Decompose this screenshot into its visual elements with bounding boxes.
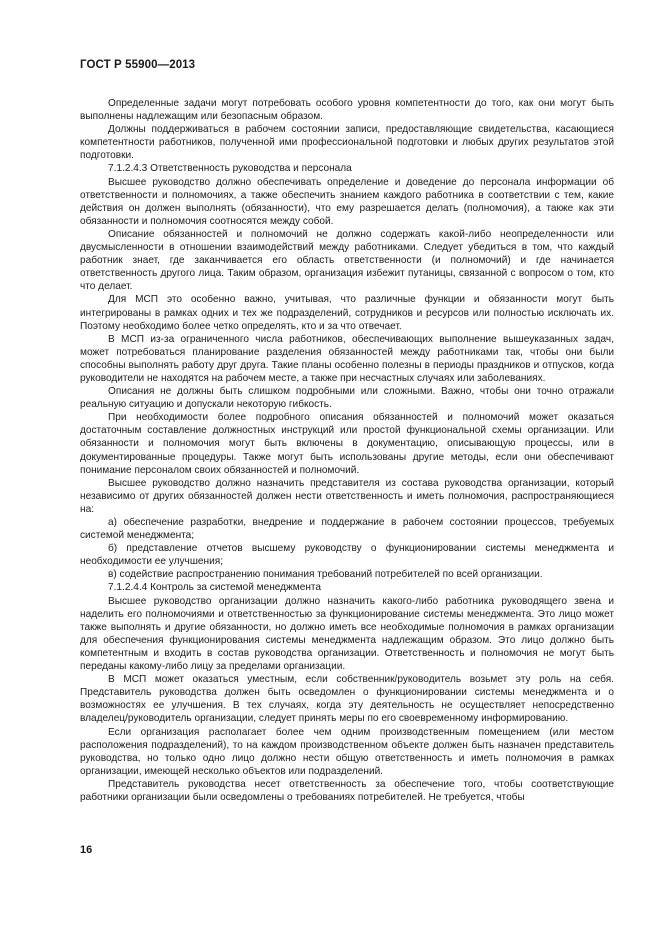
paragraph: Должны поддерживаться в рабочем состоянии записи, предоставляющие свидетельства, касающиеся компетентности работников, полученной ими профессиональной подготовки и любых других результатов этой подготовки.: [80, 124, 614, 162]
standard-header: ГОСТ Р 55900—2013: [80, 59, 196, 71]
list-item: в) содействие распространению понимания требований потребителей по всей организации.: [108, 569, 543, 581]
paragraph: Если организация располагает более чем одним производственным помещением (или местом расположения подразделений), то на каждом производственном объекте должен быть назначен представитель руководства, но только одно лицо должно нести общую ответственность и иметь полномочия в рамках организации, имеющей несколько объектов или подразделений.: [80, 726, 614, 777]
paragraph: Для МСП это особенно важно, учитывая, что различные функции и обязанности могут быть интегрированы в рамках одних и тех же подразделений, сотрудников и ресурсов или полностью исключать их. Поэтому необходимо более четко определять, кто и за что отвечает.: [80, 294, 614, 332]
list-item: б) представление отчетов высшему руководству о функционировании системы менеджмента и необходимости ее улучшения;: [80, 543, 614, 568]
page-number: 16: [80, 844, 93, 856]
paragraph: Высшее руководство должно обеспечивать определение и доведение до персонала информации об ответственности и полномочиях, а также обеспечить знанием каждого работника в соответствии с тем, какие действия он должен выполнять (обязанности), что ему разрешается делать (полномочия), а также как эти обязанности и полномочия соотносятся между собой.: [80, 176, 614, 227]
paragraph: Описания не должны быть слишком подробными или сложными. Важно, чтобы они точно отражали реальную ситуацию и допускали некоторую гибкость.: [80, 386, 614, 411]
paragraph: Определенные задачи могут потребовать особого уровня компетентности до того, как они могут быть выполнены надлежащим или безопасным образом.: [80, 98, 614, 123]
body-text: [80, 97, 614, 804]
paragraph: При необходимости более подробного описания обязанностей и полномочий может оказаться достаточным составление должностных инструкций или простой функциональной схемы организации. Или обязанности и полномочия могут быть включены в документацию, описывающую процессы, или в документированные процедуры. Также могут быть использованы другие методы, если они обеспечивают понимание персоналом своих обязанностей и полномочий.: [80, 412, 614, 476]
section-heading: 7.1.2.4.3 Ответственность руководства и персонала: [108, 163, 352, 175]
paragraph: В МСП может оказаться уместным, если собственник/руководитель возьмет эту роль на себя. Представитель руководства должен быть осведомлен о функционировании системы менеджмента и о возможностях ее улучшения. В тех случаях, когда эту деятельность не осуществляет непосредственно владелец/руководитель организации, следует принять меры по его своевременному информированию.: [80, 674, 614, 725]
list-item: а) обеспечение разработки, внедрение и поддержание в рабочем состоянии процессов, требуемых системой менеджмента;: [80, 517, 614, 542]
section-heading: 7.1.2.4.4 Контроль за системой менеджмента: [108, 582, 322, 594]
paragraph: Высшее руководство должно назначить представителя из состава руководства организации, который независимо от других обязанностей должен нести ответственность и иметь полномочия, распространяющиеся на:: [80, 477, 614, 515]
paragraph: В МСП из-за ограниченного числа работников, обеспечивающих выполнение вышеуказанных задач, может потребоваться планирование разделения обязанностей между работниками так, чтобы они были способны выполнять работу друг друга. Такие планы особенно полезны в периоды праздников и отпусков, когда руководители не находятся на рабочем месте, а также при несчастных случаях или заболеваниях.: [80, 333, 614, 384]
paragraph: Описание обязанностей и полномочий не должно содержать какой-либо неопределенности или двусмысленности в отношении взаимодействий между работниками. Следует убедиться в том, что каждый работник знает, где заканчивается его область ответственности (и полномочий) и где начинается ответственность другого лица. Таким образом, организация избежит путаницы, связанной с вопросом о том, кто что делает.: [80, 228, 614, 293]
paragraph: Высшее руководство организации должно назначить какого-либо работника руководящего звена и наделить его полномочиями и ответственностью за функционирование системы менеджмента. Это лицо может также выполнять и другие обязанности, но должно иметь все необходимые полномочия в рамках организации для обеспечения функционирования системы менеджмента надлежащим образом. Это лицо должно быть компетентным и входить в состав руководства организации. Ответственность и полномочия не могут быть переданы какому-либо лицу за пределами организации.: [80, 595, 614, 673]
paragraph: Представитель руководства несет ответственность за обеспечение того, чтобы соответствующие работники организации были осведомлены о требованиях потребителей. Не требуется, чтобы: [80, 778, 614, 803]
